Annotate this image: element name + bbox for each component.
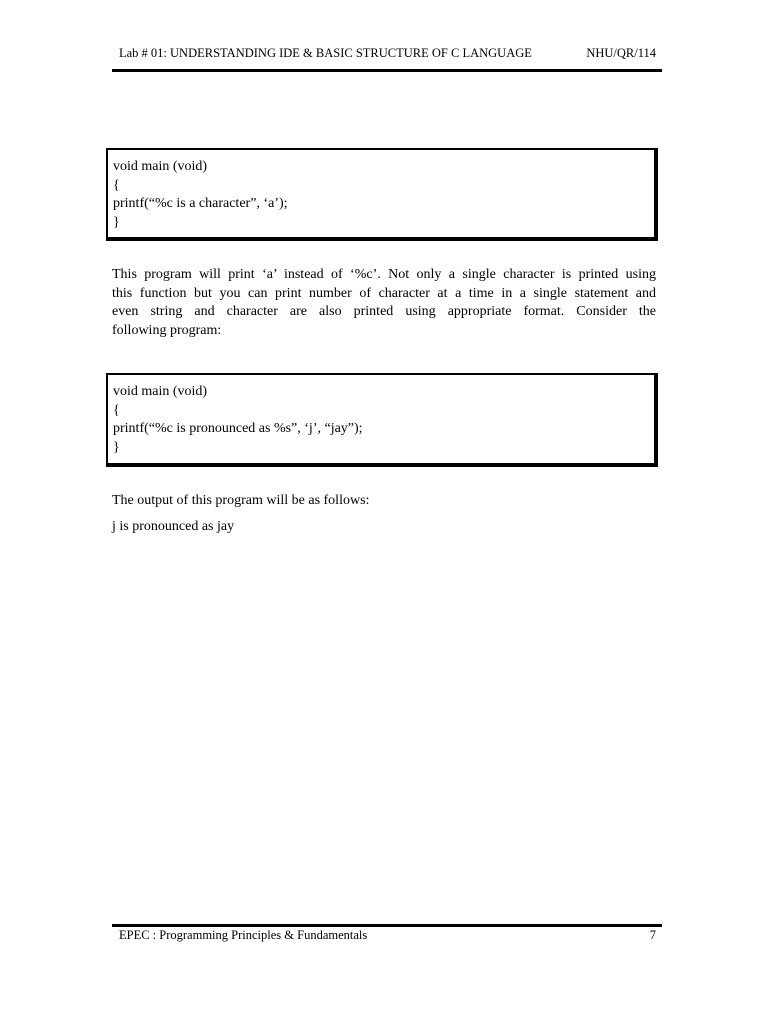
footer-rule <box>112 924 662 927</box>
header-document-code: NHU/QR/114 <box>586 46 656 60</box>
code-line: } <box>113 439 120 455</box>
code-line: { <box>113 177 120 193</box>
body-paragraph <box>112 266 656 340</box>
paragraph-line: This program will print ‘a’ instead of ‘%c’. Not only a single character is printed using <box>112 267 656 282</box>
output-intro-text: The output of this program will be as follows: <box>112 493 370 508</box>
page-number: 7 <box>649 928 656 942</box>
header-rule <box>112 69 662 72</box>
header-title: Lab # 01: UNDERSTANDING IDE & BASIC STRUCTURE OF C LANGUAGE <box>119 46 532 60</box>
code-line: } <box>113 214 120 230</box>
code-line: { <box>113 402 120 418</box>
code-line: printf(“%c is pronounced as %s”, ‘j’, “jay”); <box>113 421 363 436</box>
footer-course-title: EPEC : Programming Principles & Fundamentals <box>119 928 368 942</box>
code-line: printf(“%c is a character”, ‘a’); <box>113 196 288 211</box>
page-header <box>112 44 662 66</box>
code-line: void main (void) <box>113 384 208 399</box>
paragraph-line: even string and character are also printed using appropriate format. Consider the <box>112 304 656 319</box>
paragraph-line: following program: <box>112 322 222 338</box>
code-line: void main (void) <box>113 159 208 174</box>
program-output-text: j is pronounced as jay <box>112 519 235 534</box>
paragraph-line: this function but you can print number of character at a time in a single statement and <box>112 285 656 301</box>
code-block-string <box>106 373 658 467</box>
code-block-character <box>106 148 658 241</box>
